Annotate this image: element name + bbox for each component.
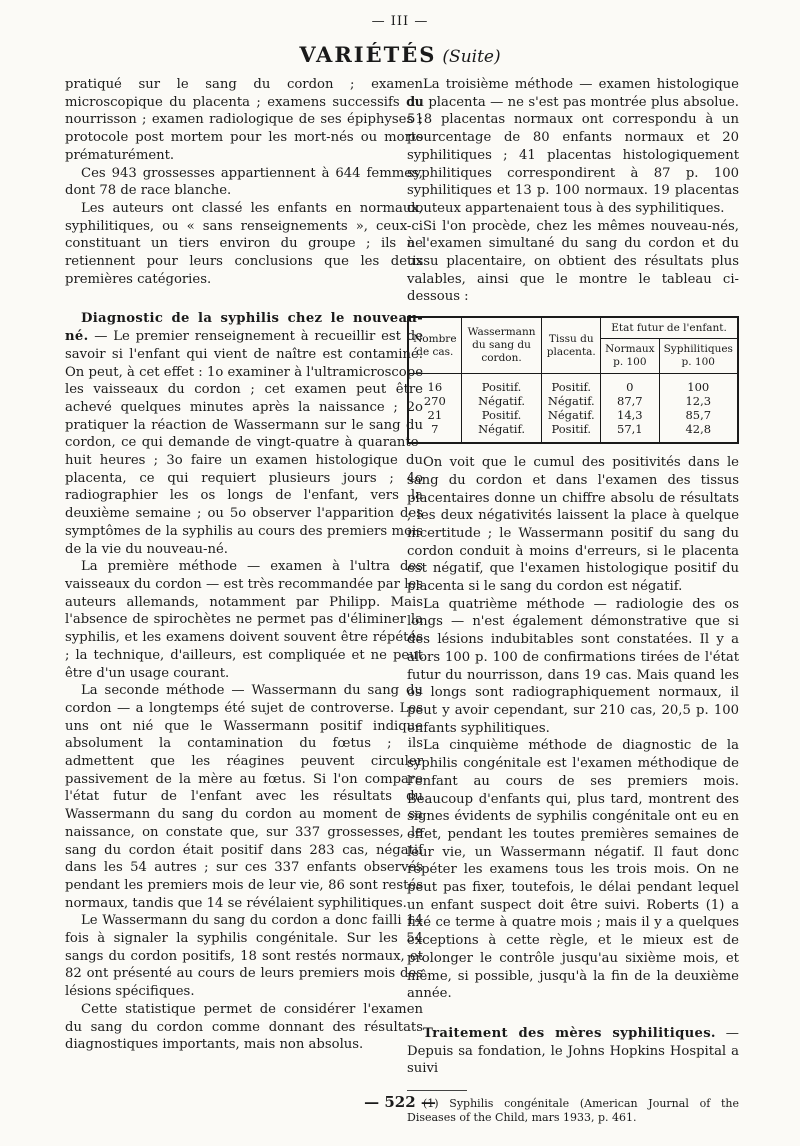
table-row xyxy=(408,422,738,443)
footnote: (1) Syphilis congénitale (American Journal of the Diseases of the Child, mars 1933, p. 461. xyxy=(407,1097,739,1125)
cell-cases: 16 xyxy=(408,374,461,395)
cell-normal: 87,7 xyxy=(601,394,659,408)
cell-tissue: Négatif. xyxy=(542,394,601,408)
footnote-divider xyxy=(407,1090,467,1091)
results-table xyxy=(407,316,739,444)
cell-normal: 0 xyxy=(601,374,659,395)
cell-syphilitic: 42,8 xyxy=(659,422,738,443)
header-future: Etat futur de l'enfant. xyxy=(601,317,738,339)
paragraph: La troisième méthode — examen histologique du placenta — ne s'est pas montrée plus absolue. 518 placentas normaux ont correspondu à un pourcentage de 80 enfants normaux et 20 syphilitiques ; 41 placentas histologiquement syphilitiques correspondirent à 87 p. 100 syphilitiques et 13 p. 100 normaux. 19 placentas douteux appartenaient tous à des syphilitiques. xyxy=(407,77,739,216)
cell-wassermann: Négatif. xyxy=(461,394,542,408)
cell-tissue: Positif. xyxy=(542,422,601,443)
cell-wassermann: Positif. xyxy=(461,408,542,422)
paragraph: Cette statistique permet de considérer l'examen du sang du cordon comme donnant des résultats diagnostiques importants, mais non absolus. xyxy=(65,1001,423,1053)
running-head: — III — xyxy=(371,14,429,29)
header-cases: Nombre de cas. xyxy=(408,317,461,374)
paragraph: La cinquième méthode de diagnostic de la syphilis congénitale est l'examen méthodique de l'enfant au cours de ses premiers mois. Beaucoup d'enfants qui, plus tard, montrent des signes évidents de syphilis congénitale ont eu en effet, pendant les toutes premières semaines de leur vie, un Wassermann négatif. Il faut donc répéter les examens tous les trois mois. On ne peut pas fixer, toutefois, le délai pendant lequel un enfant suspect doit être suivi. Roberts (1) a fixé ce terme à quatre mois ; mais il y a quelques exceptions à cette règle, et le mieux est de prolonger le contrôle jusqu'au sixième mois, et même, si possible, jusqu'à la fin de la deuxième année. xyxy=(407,738,739,1002)
header-syphilitic: Syphilitiques p. 100 xyxy=(659,339,738,374)
cell-wassermann: Négatif. xyxy=(461,422,542,443)
paragraph: La première méthode — examen à l'ultra des vaisseaux du cordon — est très recommandée par les auteurs allemands, notamment par Philipp. Mais l'absence de spirochètes ne permet pas d'éliminer la syphilis, et les examens doivent souvent être répétés ; la technique, d'ailleurs, est compliquée et ne peut être d'un usage courant. xyxy=(65,559,423,681)
table-row xyxy=(408,374,738,395)
paragraph: Si l'on procède, chez les mêmes nouveau-nés, à l'examen simultané du sang du cordon et du tissu placentaire, on obtient des résultats plus valables, ainsi que le montre le tableau ci-dessous : xyxy=(407,218,739,305)
right-column xyxy=(407,76,739,1125)
cell-syphilitic: 100 xyxy=(659,374,738,395)
section-text: — Le premier renseignement à recueillir est de savoir si l'enfant qui vient de naître est contaminé. On peut, à cet effet : 1o examiner à l'ultramicroscope les vaisseaux du cordon ; cet examen peut être achevé quelques minutes après la naissance ; 2o pratiquer la réaction de Wassermann sur le sang du cordon, ce qui demande de vingt-quatre à quarante-huit heures ; 3o faire un examen histologique du placenta, ce qui requiert plusieurs jours ; 4o radiographier les os longs de l'enfant, vers la deuxième semaine ; ou 5o observer l'apparition des symptômes de la syphilis au cours des premiers mois de la vie du nouveau-né. xyxy=(65,329,423,557)
section-paragraph xyxy=(65,310,423,558)
cell-wassermann: Positif. xyxy=(461,374,542,395)
title-text: VARIÉTÉS xyxy=(299,42,437,67)
section-heading: Traitement des mères syphilitiques. xyxy=(423,1025,716,1041)
cell-syphilitic: 12,3 xyxy=(659,394,738,408)
paragraph: Ces 943 grossesses appartiennent à 644 femmes, dont 78 de race blanche. xyxy=(65,165,423,199)
cell-syphilitic: 85,7 xyxy=(659,408,738,422)
cell-cases: 21 xyxy=(408,408,461,422)
cell-tissue: Négatif. xyxy=(542,408,601,422)
table-row xyxy=(408,408,738,422)
paragraph: pratiqué sur le sang du cordon ; examen microscopique du placenta ; examens successifs du nourrisson ; examen radiologique de ses épiphyses ; protocole post mortem pour les mort-nés ou morts prématurément. xyxy=(65,77,423,163)
paragraph: On voit que le cumul des positivités dans le sang du cordon et dans l'examen des tissus placentaires donne un chiffre absolu de résultats ; les deux négativités laissent la place à quelque incertitude ; le Wassermann positif du sang du cordon conduit à moins d'erreurs, si le placenta est négatif, que l'examen histologique positif du placenta si le sang du cordon est négatif. xyxy=(407,455,739,595)
paragraph: La seconde méthode — Wassermann du sang du cordon — a longtemps été sujet de controverse. Les uns ont nié que le Wassermann positif indique absolument la contamination du fœtus ; ils admettent que les réagines peuvent circuler passivement de la mère au fœtus. Si l'on compare l'état futur de l'enfant avec les résultats du Wassermann du sang du cordon au moment de sa naissance, on constate que, sur 337 grossesses, le sang du cordon était positif dans 283 cas, négatif dans les 54 autres ; sur ces 337 enfants observés pendant les premiers mois de leur vie, 86 sont restés normaux, tandis que 14 se révélaient syphilitiques. xyxy=(65,683,423,911)
page-number: — 522 — xyxy=(364,1093,436,1111)
title-suite: (Suite) xyxy=(442,47,501,67)
section-paragraph xyxy=(407,1025,739,1078)
header-tissue: Tissu du placenta. xyxy=(542,317,601,374)
cell-normal: 14,3 xyxy=(601,408,659,422)
cell-tissue: Positif. xyxy=(542,374,601,395)
section-heading: Diagnostic de la syphilis chez le nouveau-né. xyxy=(65,311,423,345)
cell-cases: 270 xyxy=(408,394,461,408)
left-column xyxy=(65,76,423,1054)
header-normal: Normaux p. 100 xyxy=(601,339,659,374)
section-text: — Depuis sa fondation, le Johns Hopkins Hospital a suivi xyxy=(407,1025,739,1077)
table-row xyxy=(408,394,738,408)
header-wassermann: Wassermann du sang du cordon. xyxy=(461,317,542,374)
page-title xyxy=(0,42,800,67)
cell-cases: 7 xyxy=(408,422,461,443)
paragraph: Les auteurs ont classé les enfants en normaux, syphilitiques, ou « sans renseignements », ceux-ci constituant un tiers environ du groupe ; ils ne retiennent pour leurs conclusions que les deux premières catégories. xyxy=(65,200,423,287)
paragraph: La quatrième méthode — radiologie des os longs — n'est également démonstrative que si des lésions indubitables sont constatées. Il y a alors 100 p. 100 de confirmations tirées de l'état futur du nourrisson, dans 19 cas. Mais quand les os longs sont radiographiquement normaux, il peut y avoir cependant, sur 210 cas, 20,5 p. 100 enfants syphilitiques. xyxy=(407,596,739,736)
paragraph: Le Wassermann du sang du cordon a donc failli 14 fois à signaler la syphilis congénitale. Sur les 54 sangs du cordon positifs, 18 sont restés normaux, et 82 ont présenté au cours de leurs premiers mois des lésions spécifiques. xyxy=(65,913,423,1000)
cell-normal: 57,1 xyxy=(601,422,659,443)
